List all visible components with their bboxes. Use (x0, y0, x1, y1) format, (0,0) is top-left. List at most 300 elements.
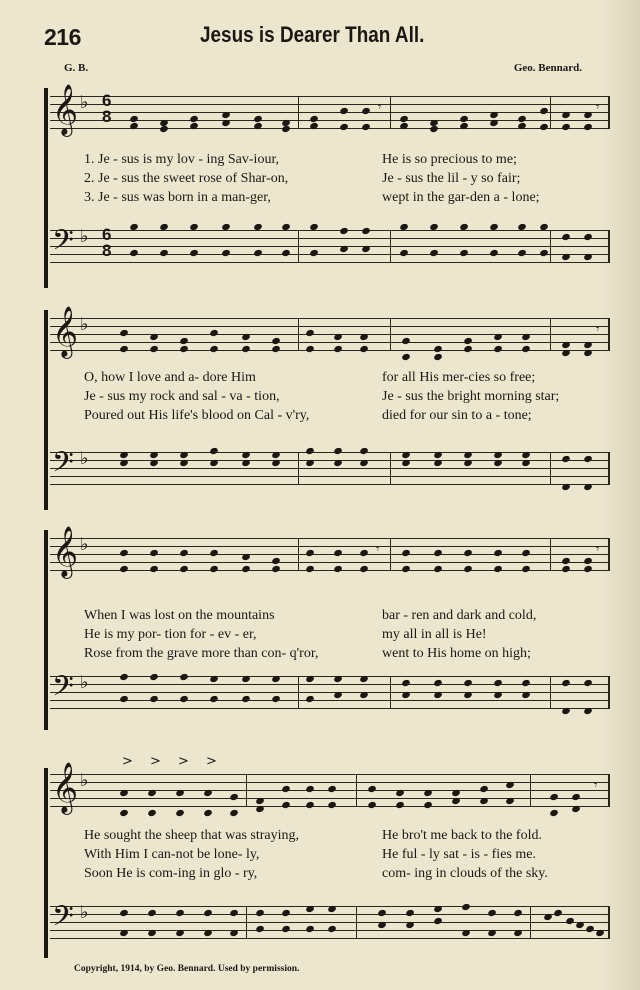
bar-line (298, 318, 299, 351)
key-signature-flat-icon: ♭ (80, 672, 89, 693)
notehead (179, 337, 189, 345)
notehead (395, 789, 405, 797)
notehead (119, 345, 129, 353)
notehead (271, 459, 281, 467)
notehead (281, 125, 291, 133)
notehead (521, 679, 531, 687)
notehead (339, 245, 349, 253)
notehead (549, 793, 559, 801)
notehead (493, 691, 503, 699)
notehead (229, 793, 239, 801)
staff-line (50, 468, 610, 469)
eighth-rest-icon: 𝄾 (596, 542, 600, 556)
notehead (583, 707, 593, 715)
notehead (149, 333, 159, 341)
notehead (479, 785, 489, 793)
bar-line (608, 774, 610, 807)
notehead (221, 249, 231, 257)
notehead (149, 565, 159, 573)
verse-line (84, 826, 614, 845)
lyric-phrase: went to His home on high; (382, 646, 531, 661)
notehead (459, 249, 469, 257)
notehead (367, 785, 377, 793)
notehead (433, 459, 443, 467)
bar-line (390, 676, 391, 709)
bar-line (608, 452, 610, 485)
verse-line (84, 368, 614, 387)
notehead (401, 451, 411, 459)
notehead (241, 695, 251, 703)
notehead (359, 675, 369, 683)
notehead (179, 459, 189, 467)
notehead (159, 125, 169, 133)
notehead (585, 925, 595, 933)
eighth-rest-icon: 𝄾 (596, 322, 600, 336)
notehead (463, 691, 473, 699)
bass-clef-icon: 𝄢 (52, 224, 74, 264)
notehead (203, 909, 213, 917)
notehead (305, 785, 315, 793)
notehead (147, 909, 157, 917)
lyric-phrase: O, how I love and a- dore Him (84, 370, 256, 385)
notehead (489, 119, 499, 127)
notehead (451, 797, 461, 805)
notehead (489, 111, 499, 119)
notehead (565, 917, 575, 925)
notehead (549, 809, 559, 817)
staff-line (50, 938, 610, 939)
notehead (305, 459, 315, 467)
notehead (327, 801, 337, 809)
lyric-phrase: 2. Je - sus the sweet rose of Shar-on, (84, 171, 289, 186)
lyric-phrase: wept in the gar-den a - lone; (382, 190, 540, 205)
notehead (377, 909, 387, 917)
notehead (209, 549, 219, 557)
notehead (271, 675, 281, 683)
bass-staff (50, 670, 610, 710)
notehead (583, 233, 593, 241)
staff-line (50, 342, 610, 343)
notehead (179, 673, 189, 681)
lyricist-credit: G. B. (64, 62, 89, 74)
bar-line (530, 774, 531, 807)
verse-line (84, 150, 614, 169)
notehead (119, 565, 129, 573)
notehead (281, 925, 291, 933)
lyric-phrase: He is so precious to me; (382, 152, 517, 167)
notehead (255, 797, 265, 805)
treble-staff (50, 84, 610, 135)
notehead (553, 909, 563, 917)
notehead (405, 921, 415, 929)
lyric-phrase: When I was lost on the mountains (84, 608, 275, 623)
notehead (521, 459, 531, 467)
lyric-phrase: for all His mer-cies so free; (382, 370, 536, 385)
staff-line (50, 538, 610, 539)
notehead (209, 459, 219, 467)
notehead (203, 789, 213, 797)
notehead (505, 781, 515, 789)
notehead (487, 929, 497, 937)
eighth-rest-icon: 𝄾 (378, 100, 382, 114)
verse-block-4 (84, 826, 614, 883)
bar-line (356, 906, 357, 939)
bass-staff (50, 900, 610, 940)
notehead (209, 345, 219, 353)
notehead (119, 673, 129, 681)
notehead (179, 565, 189, 573)
notehead (327, 785, 337, 793)
staff-line (50, 112, 610, 113)
lyric-phrase: my all in all is He! (382, 627, 487, 642)
staff-line (50, 262, 610, 263)
notehead (241, 451, 251, 459)
notehead (305, 565, 315, 573)
bar-line (356, 774, 357, 807)
notehead (377, 921, 387, 929)
bar-line (550, 230, 551, 263)
verse-line (84, 845, 614, 864)
notehead (359, 333, 369, 341)
notehead (539, 123, 549, 131)
notehead (119, 909, 129, 917)
lyric-phrase: 1. Je - sus is my lov - ing Sav-iour, (84, 152, 280, 167)
lyric-phrase: Je - sus my rock and sal - va - tion, (84, 389, 280, 404)
notehead (561, 557, 571, 565)
notehead (583, 253, 593, 261)
staff-line (50, 782, 610, 783)
notehead (221, 119, 231, 127)
notehead (461, 929, 471, 937)
notehead (203, 929, 213, 937)
notehead (361, 245, 371, 253)
notehead (561, 349, 571, 357)
composer-credit: Geo. Bennard. (513, 62, 582, 74)
lyric-phrase: Soon He is com-ing in glo - ry, (84, 866, 258, 881)
notehead (305, 549, 315, 557)
accent-mark-icon: > (178, 754, 189, 769)
notehead (493, 451, 503, 459)
notehead (255, 805, 265, 813)
notehead (209, 675, 219, 683)
lyric-phrase: died for our sin to a - tone; (382, 408, 532, 423)
notehead (333, 565, 343, 573)
notehead (433, 565, 443, 573)
notehead (463, 337, 473, 345)
bass-clef-icon: 𝄢 (52, 670, 74, 710)
notehead (241, 553, 251, 561)
notehead (327, 905, 337, 913)
notehead (583, 557, 593, 565)
notehead (339, 107, 349, 115)
notehead (521, 565, 531, 573)
staff-line (50, 922, 610, 923)
notehead (209, 565, 219, 573)
notehead (583, 565, 593, 573)
verse-line (84, 864, 614, 883)
lyric-phrase: Je - sus the bright morning star; (382, 389, 560, 404)
notehead (333, 345, 343, 353)
notehead (119, 929, 129, 937)
verse-line (84, 169, 614, 188)
notehead (147, 789, 157, 797)
staff-line (50, 104, 610, 105)
notehead (333, 333, 343, 341)
notehead (175, 909, 185, 917)
notehead (339, 227, 349, 235)
staff-line (50, 774, 610, 775)
notehead (119, 789, 129, 797)
notehead (583, 455, 593, 463)
notehead (327, 925, 337, 933)
bar-line (550, 676, 551, 709)
staff-line (50, 562, 610, 563)
notehead (561, 455, 571, 463)
notehead (271, 695, 281, 703)
notehead (241, 333, 251, 341)
notehead (305, 447, 315, 455)
notehead (561, 679, 571, 687)
verse-line (84, 188, 614, 207)
key-signature-flat-icon: ♭ (80, 534, 89, 555)
notehead (463, 345, 473, 353)
staff-line (50, 476, 610, 477)
staff-line (50, 484, 610, 485)
key-signature-flat-icon: ♭ (80, 314, 89, 335)
notehead (271, 557, 281, 565)
treble-staff (50, 306, 610, 357)
bar-line (550, 96, 551, 129)
notehead (463, 679, 473, 687)
notehead (361, 107, 371, 115)
notehead (361, 123, 371, 131)
lyric-phrase: With Him I can-not be lone- ly, (84, 847, 260, 862)
notehead (433, 679, 443, 687)
notehead (433, 451, 443, 459)
bar-line (390, 538, 391, 571)
notehead (305, 345, 315, 353)
notehead (521, 333, 531, 341)
notehead (583, 349, 593, 357)
notehead (463, 451, 473, 459)
notehead (521, 549, 531, 557)
bass-clef-icon: 𝄢 (52, 446, 74, 486)
notehead (583, 679, 593, 687)
notehead (175, 809, 185, 817)
system-bracket (44, 530, 48, 730)
lyric-phrase: Rose from the grave more than con- q'ror, (84, 646, 319, 661)
bar-line (550, 318, 551, 351)
bar-line (608, 538, 610, 571)
bar-line (298, 676, 299, 709)
notehead (463, 459, 473, 467)
notehead (461, 903, 471, 911)
notehead (489, 249, 499, 257)
notehead (521, 691, 531, 699)
verse-line (84, 406, 614, 425)
notehead (401, 353, 411, 361)
notehead (463, 565, 473, 573)
notehead (583, 123, 593, 131)
notehead (149, 345, 159, 353)
verse-line (84, 625, 614, 644)
time-signature: 6 8 (102, 225, 112, 260)
notehead (517, 249, 527, 257)
verse-block-3 (84, 606, 614, 663)
verse-line (84, 606, 614, 625)
notehead (561, 565, 571, 573)
notehead (305, 695, 315, 703)
notehead (175, 789, 185, 797)
bar-line (550, 452, 551, 485)
notehead (493, 333, 503, 341)
notehead (479, 797, 489, 805)
staff-line (50, 914, 610, 915)
lyric-phrase: 3. Je - sus was born in a man-ger, (84, 190, 271, 205)
notehead (339, 123, 349, 131)
notehead (281, 785, 291, 793)
bar-line (298, 96, 299, 129)
notehead (281, 801, 291, 809)
bar-line (390, 230, 391, 263)
key-signature-flat-icon: ♭ (80, 226, 89, 247)
notehead (189, 249, 199, 257)
notehead (119, 549, 129, 557)
notehead (229, 809, 239, 817)
notehead (333, 447, 343, 455)
notehead (271, 565, 281, 573)
notehead (561, 707, 571, 715)
notehead (119, 695, 129, 703)
notehead (561, 111, 571, 119)
notehead (149, 451, 159, 459)
treble-staff (50, 526, 610, 577)
notehead (255, 925, 265, 933)
eighth-rest-icon: 𝄾 (594, 778, 598, 792)
notehead (305, 801, 315, 809)
notehead (513, 909, 523, 917)
notehead (147, 929, 157, 937)
notehead (561, 253, 571, 261)
notehead (401, 459, 411, 467)
staff-line (50, 238, 610, 239)
bar-line (530, 906, 531, 939)
staff-line (50, 326, 610, 327)
notehead (571, 793, 581, 801)
notehead (505, 797, 515, 805)
verse-block-1 (84, 150, 614, 207)
notehead (429, 249, 439, 257)
lyric-phrase: He is my por- tion for - ev - er, (84, 627, 257, 642)
notehead (359, 691, 369, 699)
bar-line (608, 318, 610, 351)
notehead (229, 909, 239, 917)
notehead (433, 691, 443, 699)
staff-line (50, 676, 610, 677)
lyric-phrase: com- ing in clouds of the sky. (382, 866, 548, 881)
notehead (271, 345, 281, 353)
notehead (561, 341, 571, 349)
notehead (149, 549, 159, 557)
notehead (305, 905, 315, 913)
notehead (367, 801, 377, 809)
bar-line (608, 676, 610, 709)
staff-line (50, 546, 610, 547)
bar-line (246, 906, 247, 939)
bar-line (550, 538, 551, 571)
system-bracket (44, 88, 48, 288)
notehead (179, 695, 189, 703)
notehead (359, 549, 369, 557)
notehead (359, 565, 369, 573)
notehead (361, 227, 371, 235)
notehead (463, 549, 473, 557)
staff-line (50, 798, 610, 799)
system-bracket (44, 768, 48, 958)
notehead (433, 905, 443, 913)
notehead (521, 345, 531, 353)
key-signature-flat-icon: ♭ (80, 902, 89, 923)
lyric-phrase: Je - sus the lil - y so fair; (382, 171, 521, 186)
notehead (493, 459, 503, 467)
notehead (119, 459, 129, 467)
bar-line (390, 318, 391, 351)
notehead (401, 679, 411, 687)
notehead (493, 565, 503, 573)
treble-clef-icon: 𝄞 (52, 306, 79, 357)
notehead (521, 451, 531, 459)
notehead (149, 673, 159, 681)
key-signature-flat-icon: ♭ (80, 770, 89, 791)
notehead (209, 329, 219, 337)
notehead (543, 913, 553, 921)
staff-line (50, 318, 610, 319)
bass-clef-icon: 𝄢 (52, 900, 74, 940)
bar-line (608, 906, 610, 939)
key-signature-flat-icon: ♭ (80, 448, 89, 469)
notehead (175, 929, 185, 937)
lyric-phrase: He ful - ly sat - is - fies me. (382, 847, 536, 862)
notehead (571, 805, 581, 813)
notehead (561, 483, 571, 491)
bar-line (608, 230, 610, 263)
notehead (583, 111, 593, 119)
notehead (159, 249, 169, 257)
notehead (487, 909, 497, 917)
notehead (359, 345, 369, 353)
notehead (333, 691, 343, 699)
notehead (147, 809, 157, 817)
notehead (241, 675, 251, 683)
accent-mark-icon: > (150, 754, 161, 769)
staff-line (50, 246, 610, 247)
bar-line (298, 230, 299, 263)
notehead (281, 909, 291, 917)
bar-line (390, 96, 391, 129)
notehead (333, 549, 343, 557)
notehead (149, 459, 159, 467)
notehead (305, 329, 315, 337)
bar-line (298, 452, 299, 485)
hymn-title: Jesus is Dearer Than All. (200, 22, 425, 47)
notehead (433, 549, 443, 557)
system-bracket (44, 310, 48, 510)
notehead (179, 451, 189, 459)
notehead (493, 679, 503, 687)
notehead (241, 345, 251, 353)
notehead (333, 675, 343, 683)
notehead (575, 921, 585, 929)
